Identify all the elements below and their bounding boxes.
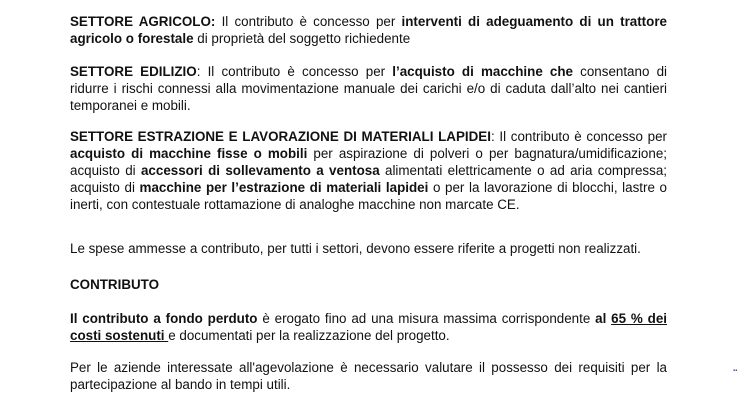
paragraph-aziende: Per le aziende interessate all'agevolazione è necessario valutare il possesso dei requisiti per la partecipazione al bando in tempi utili. <box>70 360 667 392</box>
paragraph-settore-agricolo: SETTORE AGRICOLO: Il contributo è concesso per interventi di adeguamento di un trattore agricolo o forestale di proprietà del soggetto richiedente <box>70 14 667 46</box>
contributo-heading: CONTRIBUTO <box>70 277 160 292</box>
paragraph-spese: Le spese ammesse a contributo, per tutti i settori, devono essere riferite a progetti non realizzati. <box>70 241 641 256</box>
corner-mark: ▪▪ <box>733 368 738 374</box>
paragraph-settore-estrazione: SETTORE ESTRAZIONE E LAVORAZIONE DI MATERIALI LAPIDEI: Il contributo è concesso per acquisto di macchine fisse o mobili per aspirazione di polveri o per bagnatura/umidificazione; acquisto di accessori di sollevamento a ventosa alimentati elettricamente o ad aria compressa; acquisto di macchine per l’estrazione di materiali lapidei o per la lavorazione di blocchi, lastre o inerti, con contestuale rottamazione di analoghe macchine non marcate CE. <box>70 129 667 212</box>
contributo-percentage: 65 % dei costi sostenuti <box>70 311 667 343</box>
paragraph-contributo: Il contributo a fondo perduto è erogato fino ad una misura massima corrispondente al 65 % dei costi sostenuti e documentati per la realizzazione del progetto. <box>70 311 667 343</box>
settore-edilizio-label: SETTORE EDILIZIO <box>70 64 197 79</box>
paragraph-settore-edilizio: SETTORE EDILIZIO: Il contributo è concesso per l’acquisto di macchine che consentano di ridurre i rischi connessi alla movimentazione manuale dei carichi e/o di caduta dall’alto nei cantieri temporanei e mobili. <box>70 64 667 113</box>
settore-agricolo-label: SETTORE AGRICOLO: <box>70 14 216 29</box>
settore-estrazione-label: SETTORE ESTRAZIONE E LAVORAZIONE DI MATERIALI LAPIDEI <box>70 129 491 144</box>
